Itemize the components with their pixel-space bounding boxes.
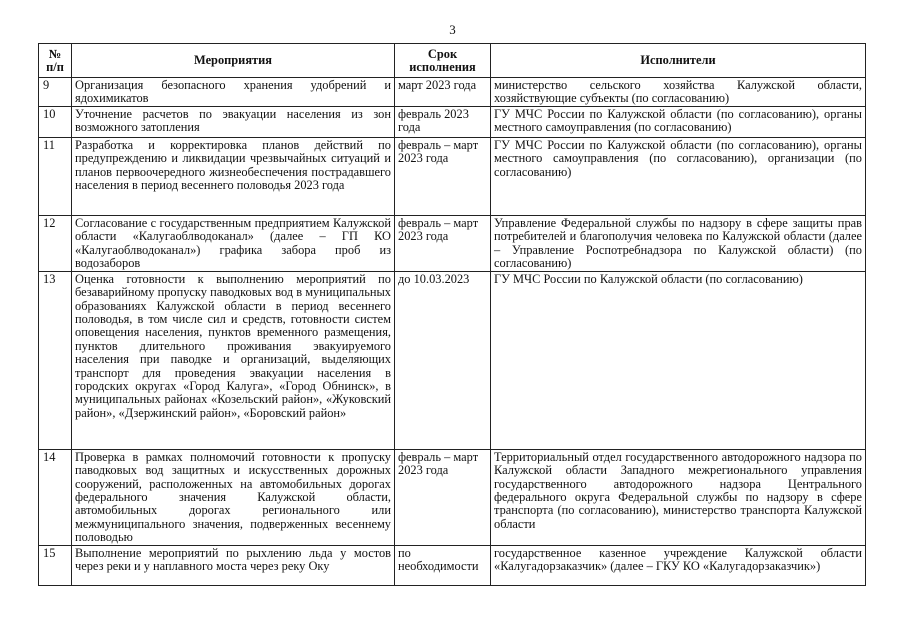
table-row [39, 271, 866, 449]
header-term: Срок исполнения [395, 44, 491, 78]
row-term: февраль 2023 года [395, 106, 491, 137]
row-executors: министерство сельского хозяйства Калужской области, хозяйствующие субъекты (по согласованию) [491, 78, 866, 107]
row-num: 11 [39, 137, 72, 215]
row-executors: государственное казенное учреждение Калужской области «Калугадорзаказчик» (далее – ГКУ КО «Калугадорзаказчик») [491, 545, 866, 585]
table-header-row [39, 44, 866, 78]
row-term: по необходимости [395, 545, 491, 585]
table-row [39, 215, 866, 271]
table-row [39, 106, 866, 137]
header-executors: Исполнители [491, 44, 866, 78]
row-event: Уточнение расчетов по эвакуации населения из зон возможного затопления [72, 106, 395, 137]
row-executors: ГУ МЧС России по Калужской области (по согласованию), органы местного самоуправления (по согласованию) [491, 106, 866, 137]
row-num: 15 [39, 545, 72, 585]
row-num: 13 [39, 271, 72, 449]
row-num: 14 [39, 449, 72, 545]
row-event: Выполнение мероприятий по рыхлению льда у мостов через реки и у наплавного моста через реку Оку [72, 545, 395, 585]
table-row [39, 449, 866, 545]
row-term: март 2023 года [395, 78, 491, 107]
row-executors: Территориальный отдел государственного автодорожного надзора по Калужской области Западного межрегионального управления государственного автодорожного надзора Центрального федерального округа Федеральной службы по надзору в сфере транспорта (по согласованию), министерство транспорта Калужской области [491, 449, 866, 545]
table-row [39, 137, 866, 215]
page-number: 3 [449, 22, 456, 37]
row-executors: ГУ МЧС России по Калужской области (по согласованию) [491, 271, 866, 449]
row-num: 9 [39, 78, 72, 107]
row-event: Разработка и корректировка планов действий по предупреждению и ликвидации чрезвычайных ситуаций и планов первоочередного жизнеобеспечения пострадавшего населения в период весеннего половодья 2023 года [72, 137, 395, 215]
row-term: февраль – март 2023 года [395, 215, 491, 271]
row-event: Оценка готовности к выполнению мероприятий по безаварийному пропуску паводковых вод в муниципальных образованиях Калужской области в период весеннего половодья, в том числе сил и средств, готовности систем оповещения населения, пунктов временного размещения, пунктов длительного проживания эвакуируемого населения при паводке и организаций, выделяющих транспорт для проведения эвакуации населения в городских округах «Город Калуга», «Город Обнинск», в муниципальных районах «Козельский район», «Жуковский район», «Дзержинский район», «Боровский район» [72, 271, 395, 449]
header-event: Мероприятия [72, 44, 395, 78]
measures-table [38, 43, 866, 586]
row-term: февраль – март 2023 года [395, 449, 491, 545]
row-num: 12 [39, 215, 72, 271]
row-event: Организация безопасного хранения удобрений и ядохимикатов [72, 78, 395, 107]
row-term: февраль – март 2023 года [395, 137, 491, 215]
row-num: 10 [39, 106, 72, 137]
table-row [39, 78, 866, 107]
row-executors: Управление Федеральной службы по надзору в сфере защиты прав потребителей и благополучия человека по Калужской области (далее – Управление Роспотребнадзора по Калужской области) (по согласованию) [491, 215, 866, 271]
table-row [39, 545, 866, 585]
row-term: до 10.03.2023 [395, 271, 491, 449]
row-executors: ГУ МЧС России по Калужской области (по согласованию), органы местного самоуправления (по согласованию), организации (по согласованию) [491, 137, 866, 215]
header-num: № п/п [39, 44, 72, 78]
row-event: Проверка в рамках полномочий готовности к пропуску паводковых вод защитных и искусственных дорожных сооружений, расположенных на автомобильных дорогах федерального значения Калужской области, автомобильных дорогах регионального или межмуниципального значения, подверженных весеннему половодью [72, 449, 395, 545]
row-event: Согласование с государственным предприятием Калужской области «Калугаоблводоканал» (далее – ГП КО «Калугаоблводоканал») графика забора проб из водозаборов [72, 215, 395, 271]
